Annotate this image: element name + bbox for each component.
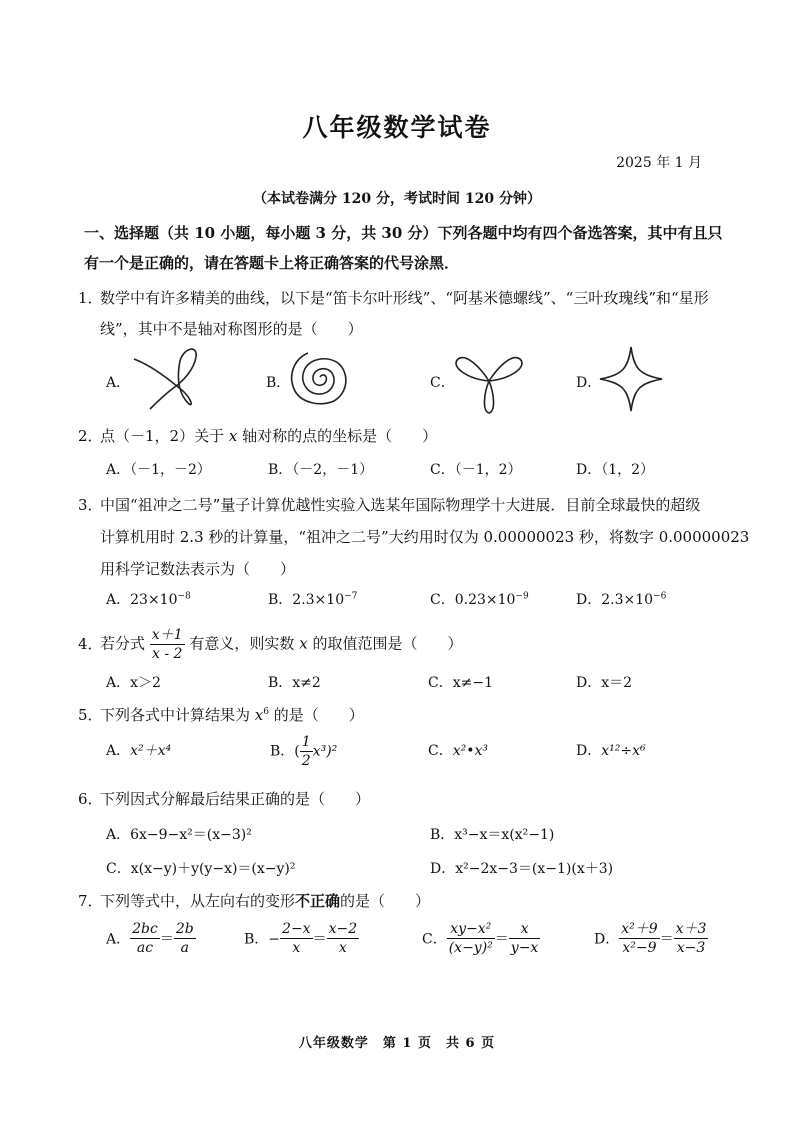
option-a: A． $\frac{2bc}{ac}$ ＝ $\frac{2b}{a}$	[106, 921, 194, 956]
option-a: A．$23\times 10^{-8}$	[106, 591, 191, 608]
exam-note: （本试卷满分 120 分，考试时间 120 分钟）	[253, 191, 541, 207]
question-text: 轴对称的点的坐标是（ ）	[242, 427, 438, 445]
option-d: D． $\frac{\text{x²＋9}}{\text{x²−9}}$ ＝ $\frac{x+3}{x-3}$	[594, 921, 707, 956]
option-d: D．x²−2x−3＝(x−1)(x＋3)	[430, 861, 614, 877]
question-number: 1．	[78, 289, 103, 307]
option-a: A．x²＋x⁴	[106, 743, 172, 759]
page-title: 八年级数学试卷	[302, 113, 492, 142]
question-number: 2．	[78, 427, 103, 445]
option-c: C．x(x−y)＋y(y−x)＝(x−y)²	[106, 861, 296, 877]
question-3-line2: 计算机用时 2.3 秒的计算量，“祖冲之二号”大约用时仅为 0.00000023 秒，将数字 0.00000023	[100, 528, 750, 546]
question-5: 5．下列各式中计算结果为 $x^6$ 的是（ ）	[78, 706, 364, 724]
question-3	[78, 494, 700, 515]
option-d: D．x¹²÷x⁶	[576, 743, 646, 759]
question-number: 4．	[78, 634, 103, 653]
option-c: C．x≠−1	[428, 675, 493, 691]
option-label: D．	[576, 375, 602, 391]
question-text: 若分式	[100, 634, 146, 653]
option-b: B．x³−x＝x(x²−1)	[430, 827, 555, 843]
page-footer: 八年级数学 第 1 页 共 6 页	[298, 1036, 496, 1051]
fraction: $\frac{x+1}{x - 2}$	[151, 627, 183, 662]
option-label: B．	[266, 375, 291, 391]
option-b: B．（－2，－1）	[268, 462, 374, 478]
emphasis-text: 不正确	[295, 892, 341, 910]
question-text: 的取值范围是（ ）	[312, 634, 463, 653]
question-1-line2: 线”，其中不是轴对称图形的是（ ）	[100, 320, 363, 338]
option-b: B．x≠2	[268, 675, 321, 691]
three-leaf-rose-icon	[450, 347, 528, 415]
question-text: 的是（ ）	[340, 892, 431, 910]
option-d: D．$2.3\times 10^{-6}$	[576, 591, 667, 608]
astroid-star-icon	[598, 345, 664, 413]
question-text: 下列等式中，从左向右的变形	[100, 892, 296, 910]
question-6	[78, 788, 370, 809]
question-number: 6．	[78, 790, 103, 808]
option-b: B．( $\frac{1}{2}$ x³)²	[270, 734, 338, 769]
question-text: 点（－1，2）关于	[100, 427, 225, 445]
option-d: D．x＝2	[576, 675, 633, 691]
question-7	[78, 890, 430, 911]
question-text: 的是（ ）	[273, 706, 364, 724]
exam-date: 2025 年 1 月	[616, 155, 702, 171]
option-b: B．− $\frac{2-x}{x}$ ＝ $\frac{x-2}{x}$	[244, 921, 358, 956]
option-label: C．	[430, 375, 455, 391]
option-c: C．（－1，2）	[430, 462, 522, 478]
question-3-line3: 用科学记数法表示为（ ）	[100, 560, 296, 578]
option-a: A．6x−9−x²＝(x−3)²	[106, 827, 252, 843]
question-number: 7．	[78, 892, 103, 910]
option-c: C．$0.23\times 10^{-9}$	[430, 591, 529, 608]
question-4: 4．若分式 $\frac{x+1}{x - 2}$ 有意义，则实数 x 的取值范围是（ ）	[78, 627, 463, 662]
question-number: 5．	[78, 706, 103, 724]
question-text: 中国“祖冲之二号”量子计算优越性实验入选某年国际物理学十大进展．目前全球最快的超级	[100, 496, 701, 514]
option-a: A．x＞2	[106, 675, 161, 691]
question-2	[78, 425, 437, 446]
option-d: D．（1，2）	[576, 462, 655, 478]
question-text: 下列因式分解最后结果正确的是（ ）	[100, 790, 371, 808]
question-number: 3．	[78, 496, 103, 514]
option-c: C． $\frac{\text{xy−x²}}{\text{(x−y)²}}$ ＝ $\frac{x}{y-x}$	[422, 921, 539, 956]
descartes-folium-icon	[132, 343, 202, 411]
option-label: A．	[106, 375, 131, 391]
fraction: $\frac{1}{2}$	[301, 734, 311, 769]
archimedean-spiral-icon	[286, 347, 356, 409]
question-text: 下列各式中计算结果为	[100, 706, 251, 724]
question-1	[78, 287, 709, 308]
option-c: C．x²•x³	[428, 743, 488, 759]
variable: x	[228, 427, 238, 445]
option-a: A．（－1，－2）	[106, 462, 211, 478]
question-text: 数学中有许多精美的曲线，以下是“笛卡尔叶形线”、“阿基米德螺线”、“三叶玫瑰线”和“星形	[100, 289, 709, 307]
question-text: 有意义，则实数	[189, 634, 295, 653]
section-heading: 一、选择题（共 10 小题，每小题 3 分，共 30 分）下列各题中均有四个备选答案，其中有且只有一个是正确的，请在答题卡上将正确答案的代号涂黑．	[84, 224, 723, 272]
option-b: B．$2.3\times 10^{-7}$	[268, 591, 358, 608]
